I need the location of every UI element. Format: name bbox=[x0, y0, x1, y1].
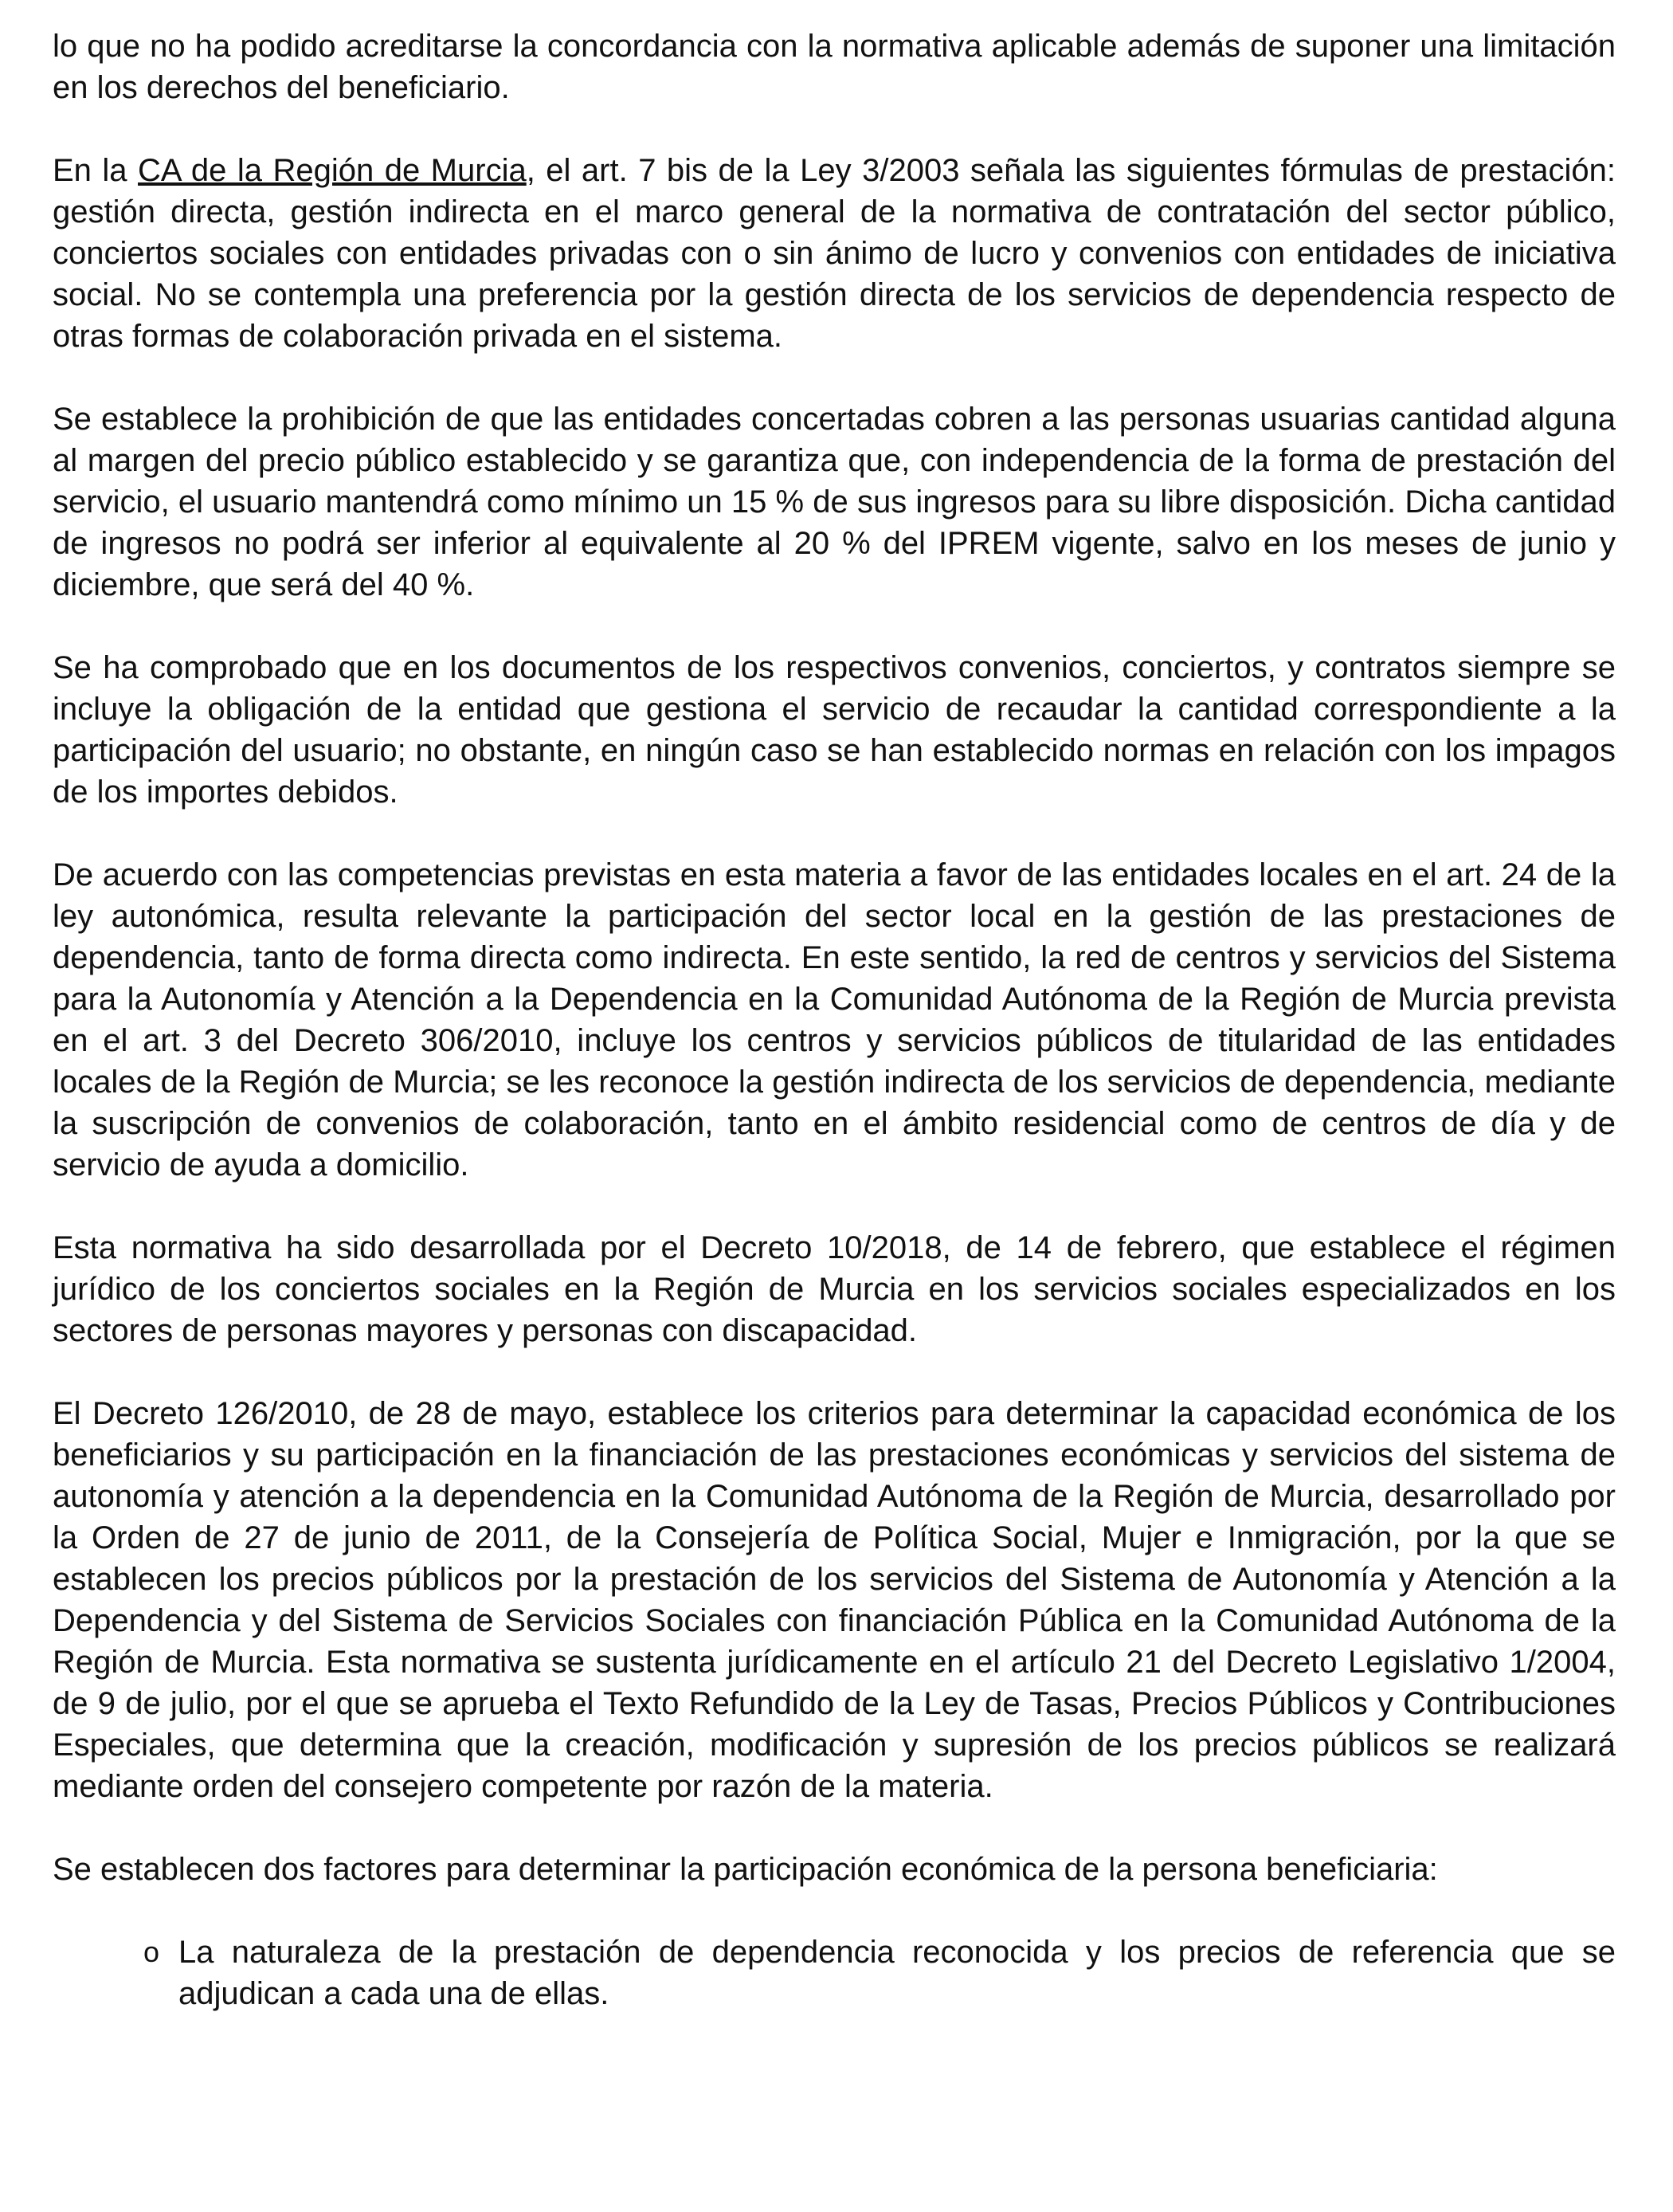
paragraph-3: Se establece la prohibición de que las entidades concertadas cobren a las personas usuarias cantidad alguna al margen del precio público establecido y se garantiza que, con independencia de la forma de prestación del servicio, el usuario mantendrá como mínimo un 15 % de sus ingresos para su libre disposición. Dicha cantidad de ingresos no podrá ser inferior al equivalente al 20 % del IPREM vigente, salvo en los meses de junio y diciembre, que será del 40 %. bbox=[53, 402, 1616, 602]
bullet-marker: o bbox=[143, 1936, 160, 1968]
paragraph-4: Se ha comprobado que en los documentos de los respectivos convenios, conciertos, y contratos siempre se incluye la obligación de la entidad que gestiona el servicio de recaudar la cantidad correspondiente a la participación del usuario; no obstante, en ningún caso se han establecido normas en relación con los impagos de los importes debidos. bbox=[53, 650, 1616, 810]
paragraph-6: Esta normativa ha sido desarrollada por el Decreto 10/2018, de 14 de febrero, que establece el régimen jurídico de los conciertos sociales en la Región de Murcia en los servicios sociales especializados en los sectores de personas mayores y personas con discapacidad. bbox=[53, 1230, 1616, 1348]
paragraph-1: lo que no ha podido acreditarse la concordancia con la normativa aplicable además de suponer una limitación en los derechos del beneficiario. bbox=[53, 29, 1616, 105]
paragraph-2-body: , el art. 7 bis de la Ley 3/2003 señala las siguientes fórmulas de prestación: gestión directa, gestión indirecta en el marco general de la normativa de contratación del sector público, conciertos sociales con entidades privadas con o sin ánimo de lucro y convenios con entidades de iniciativa social. No se contempla una preferencia por la gestión directa de los servicios de dependencia respecto de otras formas de colaboración privada en el sistema. bbox=[53, 153, 1616, 354]
document-page bbox=[53, 25, 1616, 2014]
paragraph-2-lead: En la bbox=[53, 153, 139, 188]
paragraph-7: El Decreto 126/2010, de 28 de mayo, establece los criterios para determinar la capacidad económica de los beneficiarios y su participación en la financiación de las prestaciones económicas y servicios del sistema de autonomía y atención a la dependencia en la Comunidad Autónoma de la Región de Murcia, desarrollado por la Orden de 27 de junio de 2011, de la Consejería de Política Social, Mujer e Inmigración, por la que se establecen los precios públicos por la prestación de los servicios del Sistema de Autonomía y Atención a la Dependencia y del Sistema de Servicios Sociales con financiación Pública en la Comunidad Autónoma de la Región de Murcia. Esta normativa se sustenta jurídicamente en el artículo 21 del Decreto Legislativo 1/2004, de 9 de julio, por el que se aprueba el Texto Refundido de la Ley de Tasas, Precios Públicos y Contribuciones Especiales, que determina que la creación, modificación y supresión de los precios públicos se realizará mediante orden del consejero competente por razón de la materia. bbox=[53, 1396, 1616, 1804]
list-item-text: La naturaleza de la prestación de dependencia reconocida y los precios de referencia que se adjudican a cada una de ellas. bbox=[178, 1935, 1616, 2011]
paragraph-5: De acuerdo con las competencias previstas en esta materia a favor de las entidades locales en el art. 24 de la ley autonómica, resulta relevante la participación del sector local en la gestión de las prestaciones de dependencia, tanto de forma directa como indirecta. En este sentido, la red de centros y servicios del Sistema para la Autonomía y Atención a la Dependencia en la Comunidad Autónoma de la Región de Murcia prevista en el art. 3 del Decreto 306/2010, incluye los centros y servicios públicos de titularidad de las entidades locales de la Región de Murcia; se les reconoce la gestión indirecta de los servicios de dependencia, mediante la suscripción de convenios de colaboración, tanto en el ámbito residencial como de centros de día y de servicio de ayuda a domicilio. bbox=[53, 857, 1616, 1182]
link-ca-region-murcia[interactable]: CA de la Región de Murcia bbox=[138, 153, 527, 188]
paragraph-8: Se establecen dos factores para determinar la participación económica de la persona beneficiaria: bbox=[53, 1852, 1438, 1887]
factor-list bbox=[53, 1932, 1616, 2014]
paragraph-2 bbox=[53, 150, 1616, 357]
list-item bbox=[143, 1932, 1616, 2014]
